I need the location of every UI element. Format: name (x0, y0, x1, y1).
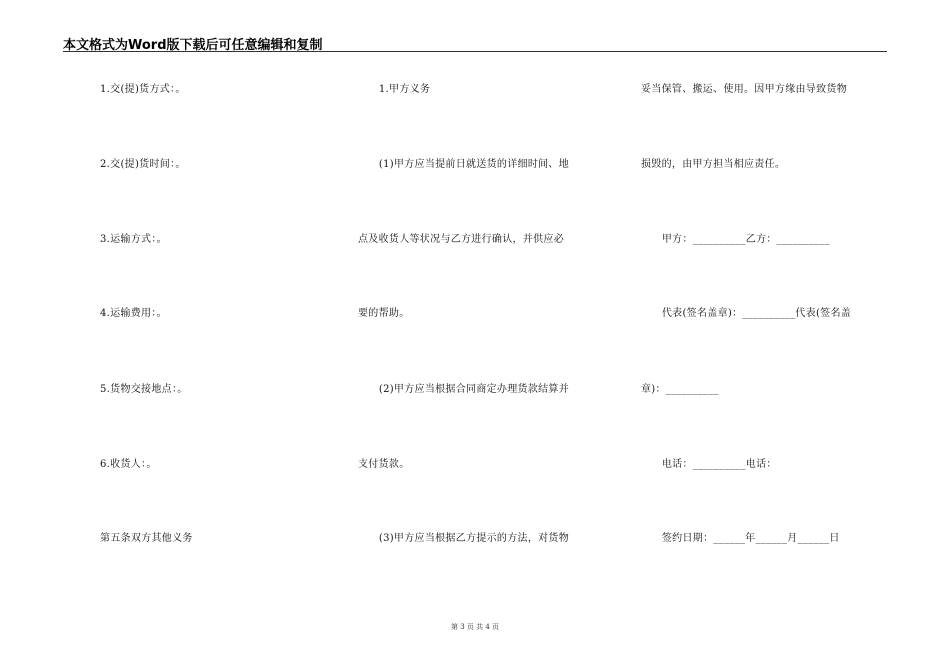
party-a-duties-heading: 1.甲方义务 (358, 84, 431, 95)
transport-cost-line: 4.运输费用：。 (100, 308, 167, 319)
consignee-line: 6.收货人：。 (100, 459, 157, 470)
signing-date-line: 签约日期：______年______月______日 (641, 533, 840, 544)
delivery-time-line: 2.交(提)货时间：。 (100, 159, 186, 170)
duty-1-line-3: 要的帮助。 (358, 308, 410, 319)
page-header-title: 本文格式为Word版下载后可任意编辑和复制 (63, 38, 323, 53)
phone-line: 电话：__________电话： (641, 459, 777, 470)
representative-line-2: 章)：__________ (641, 384, 719, 395)
party-signature-line: 甲方：__________乙方：__________ (641, 234, 830, 245)
page-number: 第 3 页 共 4 页 (450, 623, 500, 631)
delivery-method-line: 1.交(提)货方式：。 (100, 84, 186, 95)
duty-1-line-2: 点及收货人等状况与乙方进行确认，并供应必 (358, 234, 564, 245)
duty-3-line-1: (3)甲方应当根据乙方提示的方法，对货物 (358, 533, 570, 544)
handover-location-line: 5.货物交接地点：。 (100, 384, 188, 395)
duty-1-line-1: (1)甲方应当提前日就送货的详细时间、地 (358, 159, 570, 170)
duty-2-line-2: 支付货款。 (358, 459, 410, 470)
representative-line-1: 代表(签名盖章)：__________代表(签名盖 (641, 308, 852, 319)
duty-3-line-2: 妥当保管、搬运、使用。因甲方缘由导致货物 (641, 84, 847, 95)
header-divider (63, 51, 887, 52)
duty-2-line-1: (2)甲方应当根据合同商定办理货款结算并 (358, 384, 570, 395)
transport-method-line: 3.运输方式：。 (100, 234, 167, 245)
duty-3-line-3: 损毁的，由甲方担当相应责任。 (641, 159, 786, 170)
article-five-heading: 第五条双方其他义务 (100, 533, 193, 544)
